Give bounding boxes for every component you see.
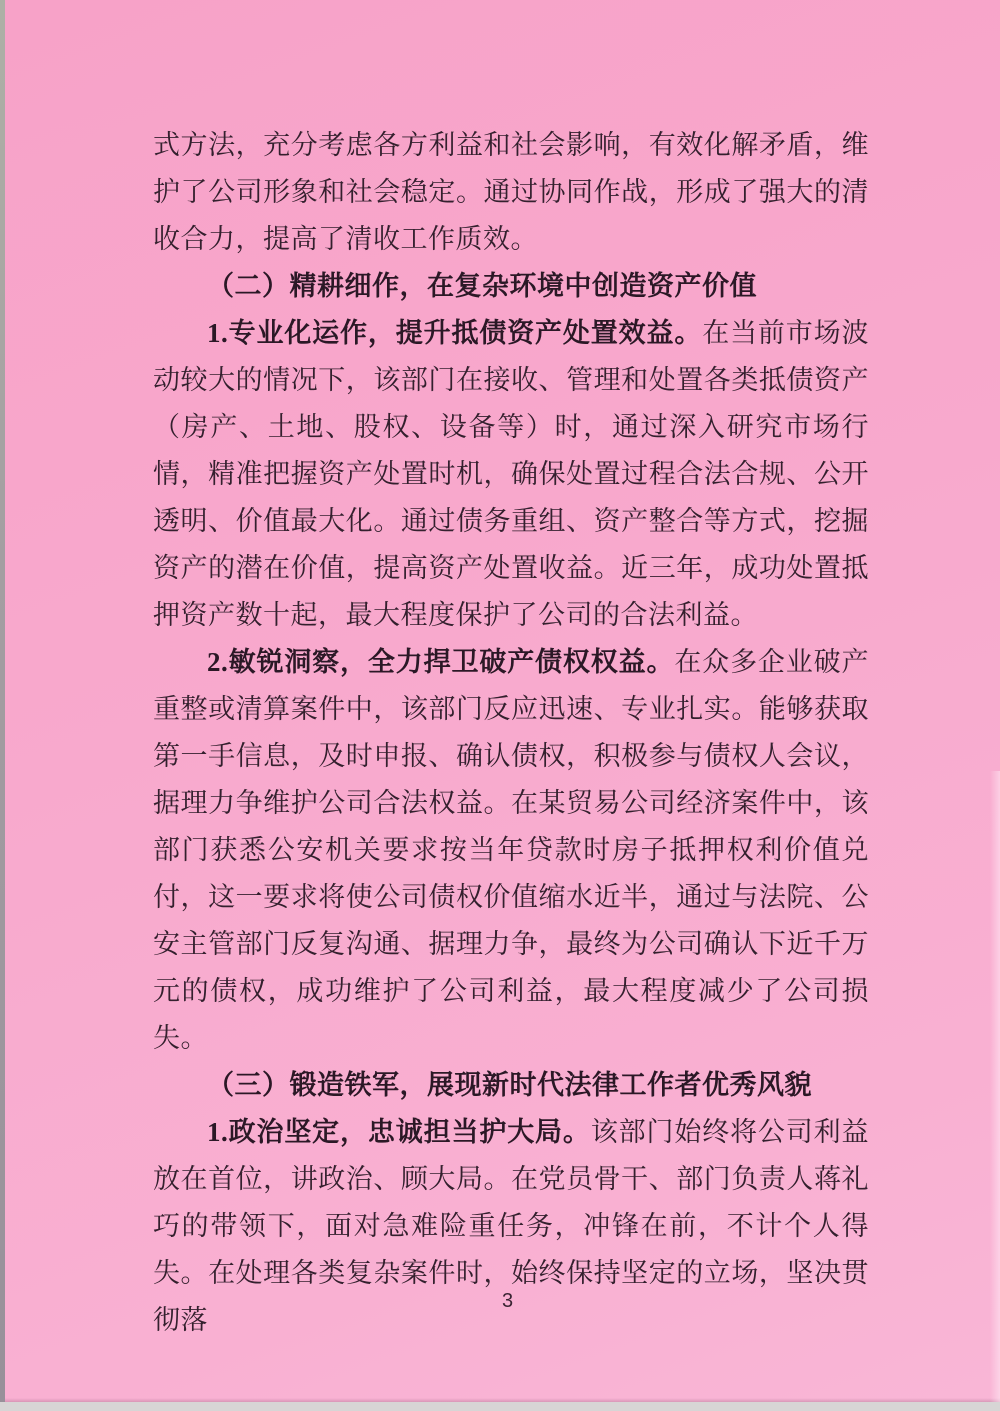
document-paper	[5, 0, 1000, 1402]
paragraph-lead-bold: 1.专业化运作，提升抵债资产处置效益。	[207, 318, 703, 348]
paragraph-body-text: 该部门始终将公司利益放在首位，讲政治、顾大局。在党员骨干、部门负责人蒋礼巧的带领下，面对急难险重任务，冲锋在前，不计个人得失。在处理各类复杂案件时，始终保持坚定的立场，坚决贯彻落	[153, 1117, 870, 1335]
scanner-edge-bottom	[0, 1402, 1000, 1411]
paragraph-body-text: 在众多企业破产重整或清算案件中，该部门反应迅速、专业扎实。能够获取第一手信息，及时申报、确认债权，积极参与债权人会议，据理力争维护公司合法权益。在某贸易公司经济案件中，该部门获悉公安机关要求按当年贷款时房子抵押权利价值兑付，这一要求将使公司债权价值缩水近半，通过与法院、公安主管部门反复沟通、据理力争，最终为公司确认下近千万元的债权，成功维护了公司利益，最大程度减少了公司损失。	[153, 647, 870, 1053]
paragraph-lead-bold: 1.政治坚定，忠诚担当护大局。	[207, 1117, 591, 1147]
text-block	[153, 122, 869, 1344]
page-number: 3	[501, 1290, 514, 1312]
paragraph-bankruptcy-claims	[153, 639, 869, 1062]
paragraph-lead-bold: 2.敏锐洞察，全力捍卫破产债权权益。	[207, 647, 675, 677]
section-heading-3: （三）锻造铁军，展现新时代法律工作者优秀风貌	[207, 1070, 812, 1100]
paragraph-asset-disposal	[153, 310, 869, 639]
section-heading-2: （二）精耕细作，在复杂环境中创造资产价值	[207, 271, 757, 301]
paragraph-body-text: 在当前市场波动较大的情况下，该部门在接收、管理和处置各类抵债资产（房产、土地、股权、设备等）时，通过深入研究市场行情，精准把握资产处置时机，确保处置过程合法合规、公开透明、价值最大化。通过债务重组、资产整合等方式，挖掘资产的潜在价值，提高资产处置收益。近三年，成功处置抵押资产数十起，最大程度保护了公司的合法利益。	[153, 318, 870, 630]
paragraph-continued: 式方法，充分考虑各方利益和社会影响，有效化解矛盾，维护了公司形象和社会稳定。通过协同作战，形成了强大的清收合力，提高了清收工作质效。	[153, 130, 869, 254]
